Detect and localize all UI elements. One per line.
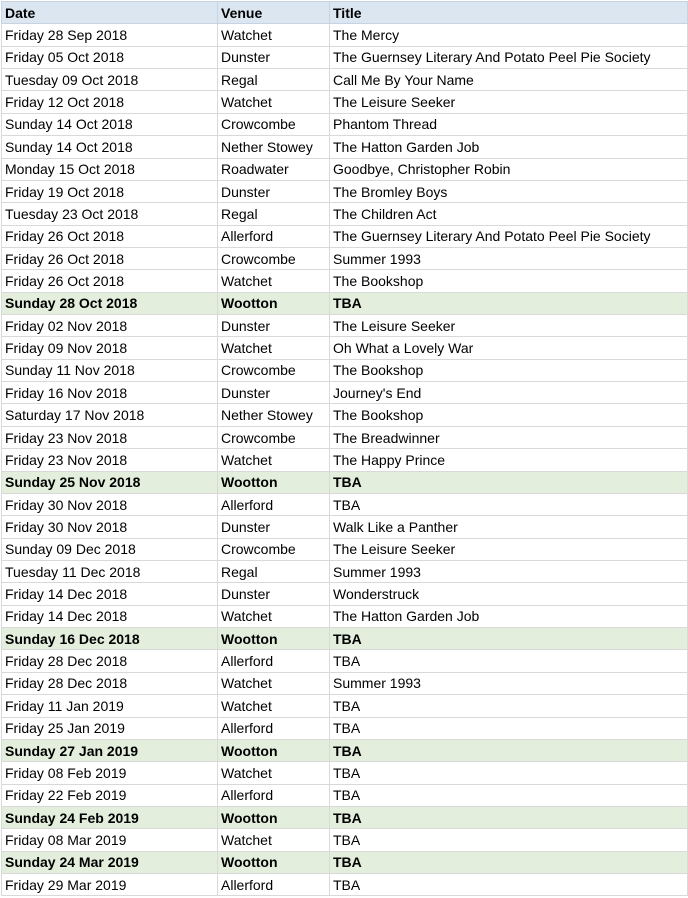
title-cell: TBA [330,874,688,896]
table-row [2,695,688,717]
table-body [2,24,688,896]
venue-cell: Allerford [218,874,330,896]
date-cell: Friday 09 Nov 2018 [2,337,218,359]
table-row [2,784,688,806]
title-cell: TBA [330,650,688,672]
table-row [2,359,688,381]
venue-cell: Watchet [218,695,330,717]
date-cell: Sunday 14 Oct 2018 [2,136,218,158]
title-cell: TBA [330,717,688,739]
title-cell: The Breadwinner [330,426,688,448]
date-cell: Saturday 17 Nov 2018 [2,404,218,426]
venue-cell: Allerford [218,650,330,672]
table-row [2,382,688,404]
title-cell: The Guernsey Literary And Potato Peel Pie Society [330,46,688,68]
venue-cell: Crowcombe [218,247,330,269]
date-cell: Tuesday 09 Oct 2018 [2,69,218,91]
table-row [2,337,688,359]
title-cell: The Happy Prince [330,449,688,471]
title-cell: Call Me By Your Name [330,69,688,91]
venue-cell: Roadwater [218,158,330,180]
venue-cell: Regal [218,69,330,91]
venue-cell: Wootton [218,292,330,314]
date-cell: Monday 15 Oct 2018 [2,158,218,180]
date-cell: Sunday 11 Nov 2018 [2,359,218,381]
table-row [2,91,688,113]
venue-cell: Wootton [218,739,330,761]
title-cell: The Children Act [330,203,688,225]
table-row [2,493,688,515]
venue-cell: Watchet [218,829,330,851]
table-row [2,717,688,739]
title-cell: The Guernsey Literary And Potato Peel Pie Society [330,225,688,247]
venue-cell: Regal [218,560,330,582]
title-cell: TBA [330,829,688,851]
venue-cell: Watchet [218,449,330,471]
date-cell: Friday 16 Nov 2018 [2,382,218,404]
venue-cell: Watchet [218,270,330,292]
venue-cell: Regal [218,203,330,225]
table-row [2,739,688,761]
title-cell: Summer 1993 [330,247,688,269]
venue-cell: Wootton [218,471,330,493]
table-row [2,583,688,605]
title-cell: TBA [330,695,688,717]
table-row [2,426,688,448]
date-cell: Friday 30 Nov 2018 [2,516,218,538]
venue-cell: Dunster [218,46,330,68]
date-cell: Friday 05 Oct 2018 [2,46,218,68]
venue-cell: Crowcombe [218,538,330,560]
title-cell: TBA [330,851,688,873]
date-cell: Friday 14 Dec 2018 [2,605,218,627]
venue-cell: Dunster [218,382,330,404]
table-row [2,24,688,46]
venue-cell: Wootton [218,628,330,650]
table-row [2,158,688,180]
table-row [2,829,688,851]
table-row [2,874,688,896]
title-cell: TBA [330,471,688,493]
date-cell: Friday 11 Jan 2019 [2,695,218,717]
venue-cell: Dunster [218,315,330,337]
date-cell: Friday 26 Oct 2018 [2,270,218,292]
venue-cell: Crowcombe [218,359,330,381]
title-cell: Phantom Thread [330,113,688,135]
venue-cell: Watchet [218,605,330,627]
title-cell: The Leisure Seeker [330,538,688,560]
table-row [2,225,688,247]
venue-cell: Crowcombe [218,426,330,448]
venue-cell: Nether Stowey [218,404,330,426]
title-cell: The Leisure Seeker [330,91,688,113]
schedule-table [1,1,688,896]
table-row [2,69,688,91]
title-cell: Goodbye, Christopher Robin [330,158,688,180]
date-cell: Friday 28 Sep 2018 [2,24,218,46]
venue-cell: Watchet [218,24,330,46]
venue-cell: Crowcombe [218,113,330,135]
date-cell: Friday 26 Oct 2018 [2,247,218,269]
venue-column-header: Venue [218,2,330,24]
venue-cell: Allerford [218,717,330,739]
date-cell: Friday 12 Oct 2018 [2,91,218,113]
title-cell: Summer 1993 [330,560,688,582]
title-cell: The Hatton Garden Job [330,136,688,158]
title-cell: The Bookshop [330,359,688,381]
table-row [2,851,688,873]
venue-cell: Wootton [218,806,330,828]
table-row [2,203,688,225]
date-cell: Sunday 24 Mar 2019 [2,851,218,873]
table-row [2,471,688,493]
table-row [2,180,688,202]
title-cell: Journey's End [330,382,688,404]
title-cell: TBA [330,806,688,828]
table-row [2,315,688,337]
table-row [2,628,688,650]
venue-cell: Watchet [218,672,330,694]
title-cell: Oh What a Lovely War [330,337,688,359]
venue-cell: Allerford [218,493,330,515]
date-cell: Friday 23 Nov 2018 [2,426,218,448]
date-cell: Friday 19 Oct 2018 [2,180,218,202]
title-cell: The Mercy [330,24,688,46]
title-cell: TBA [330,292,688,314]
venue-cell: Allerford [218,784,330,806]
title-cell: TBA [330,739,688,761]
date-cell: Sunday 25 Nov 2018 [2,471,218,493]
table-row [2,270,688,292]
date-cell: Friday 25 Jan 2019 [2,717,218,739]
title-cell: The Hatton Garden Job [330,605,688,627]
title-cell: The Bookshop [330,270,688,292]
table-row [2,449,688,471]
title-cell: The Bromley Boys [330,180,688,202]
venue-cell: Watchet [218,91,330,113]
table-row [2,113,688,135]
title-cell: Summer 1993 [330,672,688,694]
venue-cell: Allerford [218,225,330,247]
venue-cell: Watchet [218,337,330,359]
date-cell: Friday 23 Nov 2018 [2,449,218,471]
date-cell: Friday 28 Dec 2018 [2,672,218,694]
venue-cell: Dunster [218,583,330,605]
title-cell: TBA [330,628,688,650]
title-cell: Walk Like a Panther [330,516,688,538]
table-row [2,46,688,68]
date-cell: Friday 29 Mar 2019 [2,874,218,896]
date-cell: Sunday 28 Oct 2018 [2,292,218,314]
title-cell: TBA [330,762,688,784]
table-row [2,762,688,784]
table-row [2,605,688,627]
date-cell: Sunday 24 Feb 2019 [2,806,218,828]
date-cell: Friday 26 Oct 2018 [2,225,218,247]
table-row [2,247,688,269]
date-cell: Friday 08 Feb 2019 [2,762,218,784]
title-cell: TBA [330,784,688,806]
table-row [2,538,688,560]
date-column-header: Date [2,2,218,24]
title-cell: The Bookshop [330,404,688,426]
date-cell: Friday 28 Dec 2018 [2,650,218,672]
table-row [2,516,688,538]
date-cell: Friday 22 Feb 2019 [2,784,218,806]
date-cell: Friday 30 Nov 2018 [2,493,218,515]
venue-cell: Watchet [218,762,330,784]
table-row [2,136,688,158]
table-row [2,650,688,672]
date-cell: Friday 14 Dec 2018 [2,583,218,605]
table-row [2,560,688,582]
date-cell: Sunday 16 Dec 2018 [2,628,218,650]
venue-cell: Dunster [218,180,330,202]
date-cell: Sunday 09 Dec 2018 [2,538,218,560]
date-cell: Friday 02 Nov 2018 [2,315,218,337]
table-row [2,806,688,828]
date-cell: Sunday 14 Oct 2018 [2,113,218,135]
title-cell: Wonderstruck [330,583,688,605]
title-cell: The Leisure Seeker [330,315,688,337]
venue-cell: Dunster [218,516,330,538]
table-row [2,292,688,314]
header-row [2,2,688,24]
date-cell: Tuesday 11 Dec 2018 [2,560,218,582]
table-row [2,672,688,694]
date-cell: Tuesday 23 Oct 2018 [2,203,218,225]
title-cell: TBA [330,493,688,515]
venue-cell: Wootton [218,851,330,873]
venue-cell: Nether Stowey [218,136,330,158]
date-cell: Sunday 27 Jan 2019 [2,739,218,761]
title-column-header: Title [330,2,688,24]
table-row [2,404,688,426]
date-cell: Friday 08 Mar 2019 [2,829,218,851]
